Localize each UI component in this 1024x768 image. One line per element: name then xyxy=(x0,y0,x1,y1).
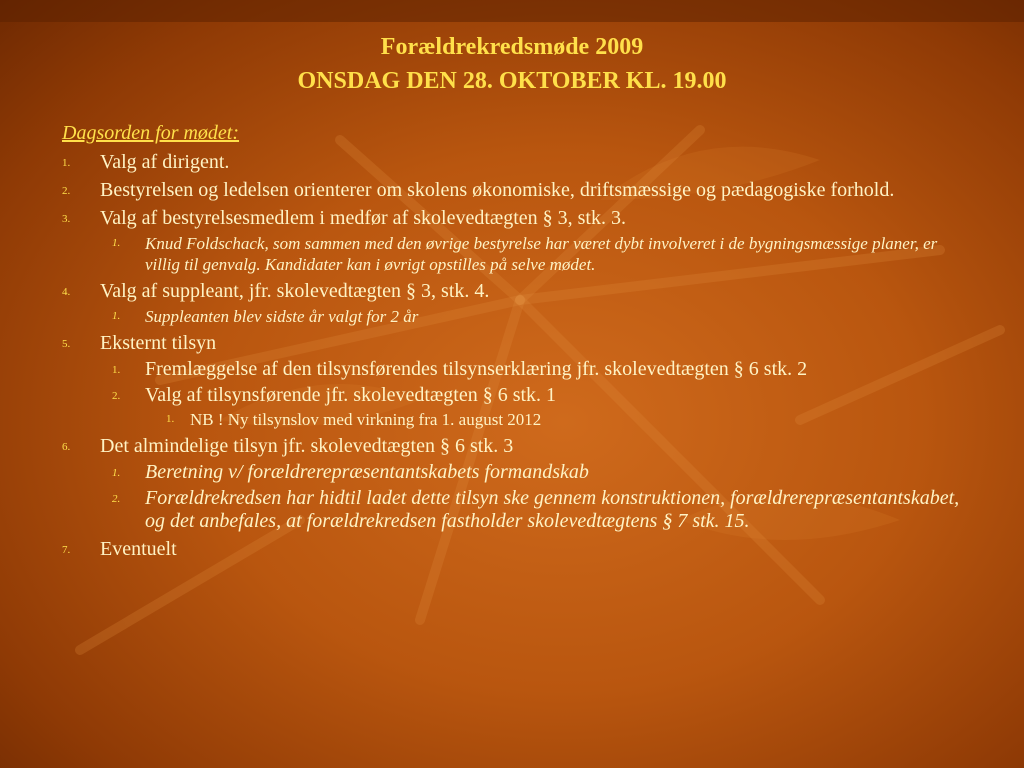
item-number: 7. xyxy=(62,544,71,556)
item-text: Det almindelige tilsyn jfr. skolevedtægten § 6 stk. 3 xyxy=(100,435,514,457)
subitem-number: 2. xyxy=(112,390,121,402)
agenda-subsubitem xyxy=(62,409,962,430)
agenda-subitem xyxy=(62,358,962,381)
item-text: Valg af suppleant, jfr. skolevedtægten § 3, stk. 4. xyxy=(100,280,490,302)
subitem-number: 1. xyxy=(112,310,121,322)
item-number: 5. xyxy=(62,338,71,350)
item-text: Eksternt tilsyn xyxy=(100,332,217,354)
item-text: Valg af dirigent. xyxy=(100,151,230,173)
subsubitem-text: NB ! Ny tilsynslov med virkning fra 1. august 2012 xyxy=(190,410,542,429)
agenda-subitem xyxy=(62,487,962,533)
subsubitem-number: 1. xyxy=(166,413,175,425)
subitem-number: 1. xyxy=(112,364,121,376)
subitem-text: Beretning v/ forældrerepræsentantskabets formandskab xyxy=(145,461,589,483)
agenda-subitem xyxy=(62,461,962,484)
agenda-item xyxy=(62,151,962,174)
subitem-number: 2. xyxy=(112,493,121,505)
item-number: 2. xyxy=(62,185,71,197)
agenda-subitem xyxy=(62,384,962,407)
subitem-text: Knud Foldschack, som sammen med den øvrige bestyrelse har været dybt involveret i de bygningsmæssige planer, er villig til genvalg. Kandidater kan i øvrigt opstilles på selve mødet. xyxy=(145,234,938,274)
title-line-1: Forældrekredsmøde 2009 xyxy=(380,34,644,60)
item-text: Valg af bestyrelsesmedlem i medfør af skolevedtægten § 3, stk. 3. xyxy=(100,207,626,229)
item-text: Bestyrelsen og ledelsen orienterer om skolens økonomiske, driftsmæssige og pædagogiske forhold. xyxy=(100,179,895,201)
agenda-item xyxy=(62,538,962,561)
item-number: 1. xyxy=(62,157,71,169)
agenda-item xyxy=(62,435,962,458)
agenda-subitem xyxy=(62,306,962,327)
subitem-text: Forældrekredsen har hidtil ladet dette tilsyn ske gennem konstruktionen, forældrerepræsentantskabet, og det anbefales, at forældrekredsen fastholder skolevedtægtens § 7 stk. 15. xyxy=(145,487,960,532)
item-number: 6. xyxy=(62,441,71,453)
slide-title xyxy=(0,30,1024,98)
item-text: Eventuelt xyxy=(100,538,177,560)
subitem-number: 1. xyxy=(112,467,121,479)
agenda-item xyxy=(62,179,962,202)
item-number: 4. xyxy=(62,286,71,298)
subitem-number: 1. xyxy=(112,237,121,249)
agenda-heading: Dagsorden for mødet: xyxy=(62,122,240,144)
agenda-item xyxy=(62,207,962,230)
title-line-2: ONSDAG DEN 28. OKTOBER KL. 19.00 xyxy=(297,68,727,94)
agenda-item xyxy=(62,280,962,303)
subitem-text: Fremlæggelse af den tilsynsførendes tilsynserklæring jfr. skolevedtægten § 6 stk. 2 xyxy=(145,358,808,380)
agenda-item xyxy=(62,332,962,355)
agenda-subitem xyxy=(62,233,962,275)
subitem-text: Valg af tilsynsførende jfr. skolevedtægten § 6 stk. 1 xyxy=(145,384,557,406)
subitem-text: Suppleanten blev sidste år valgt for 2 år xyxy=(145,307,419,326)
agenda xyxy=(62,120,962,561)
item-number: 3. xyxy=(62,213,71,225)
